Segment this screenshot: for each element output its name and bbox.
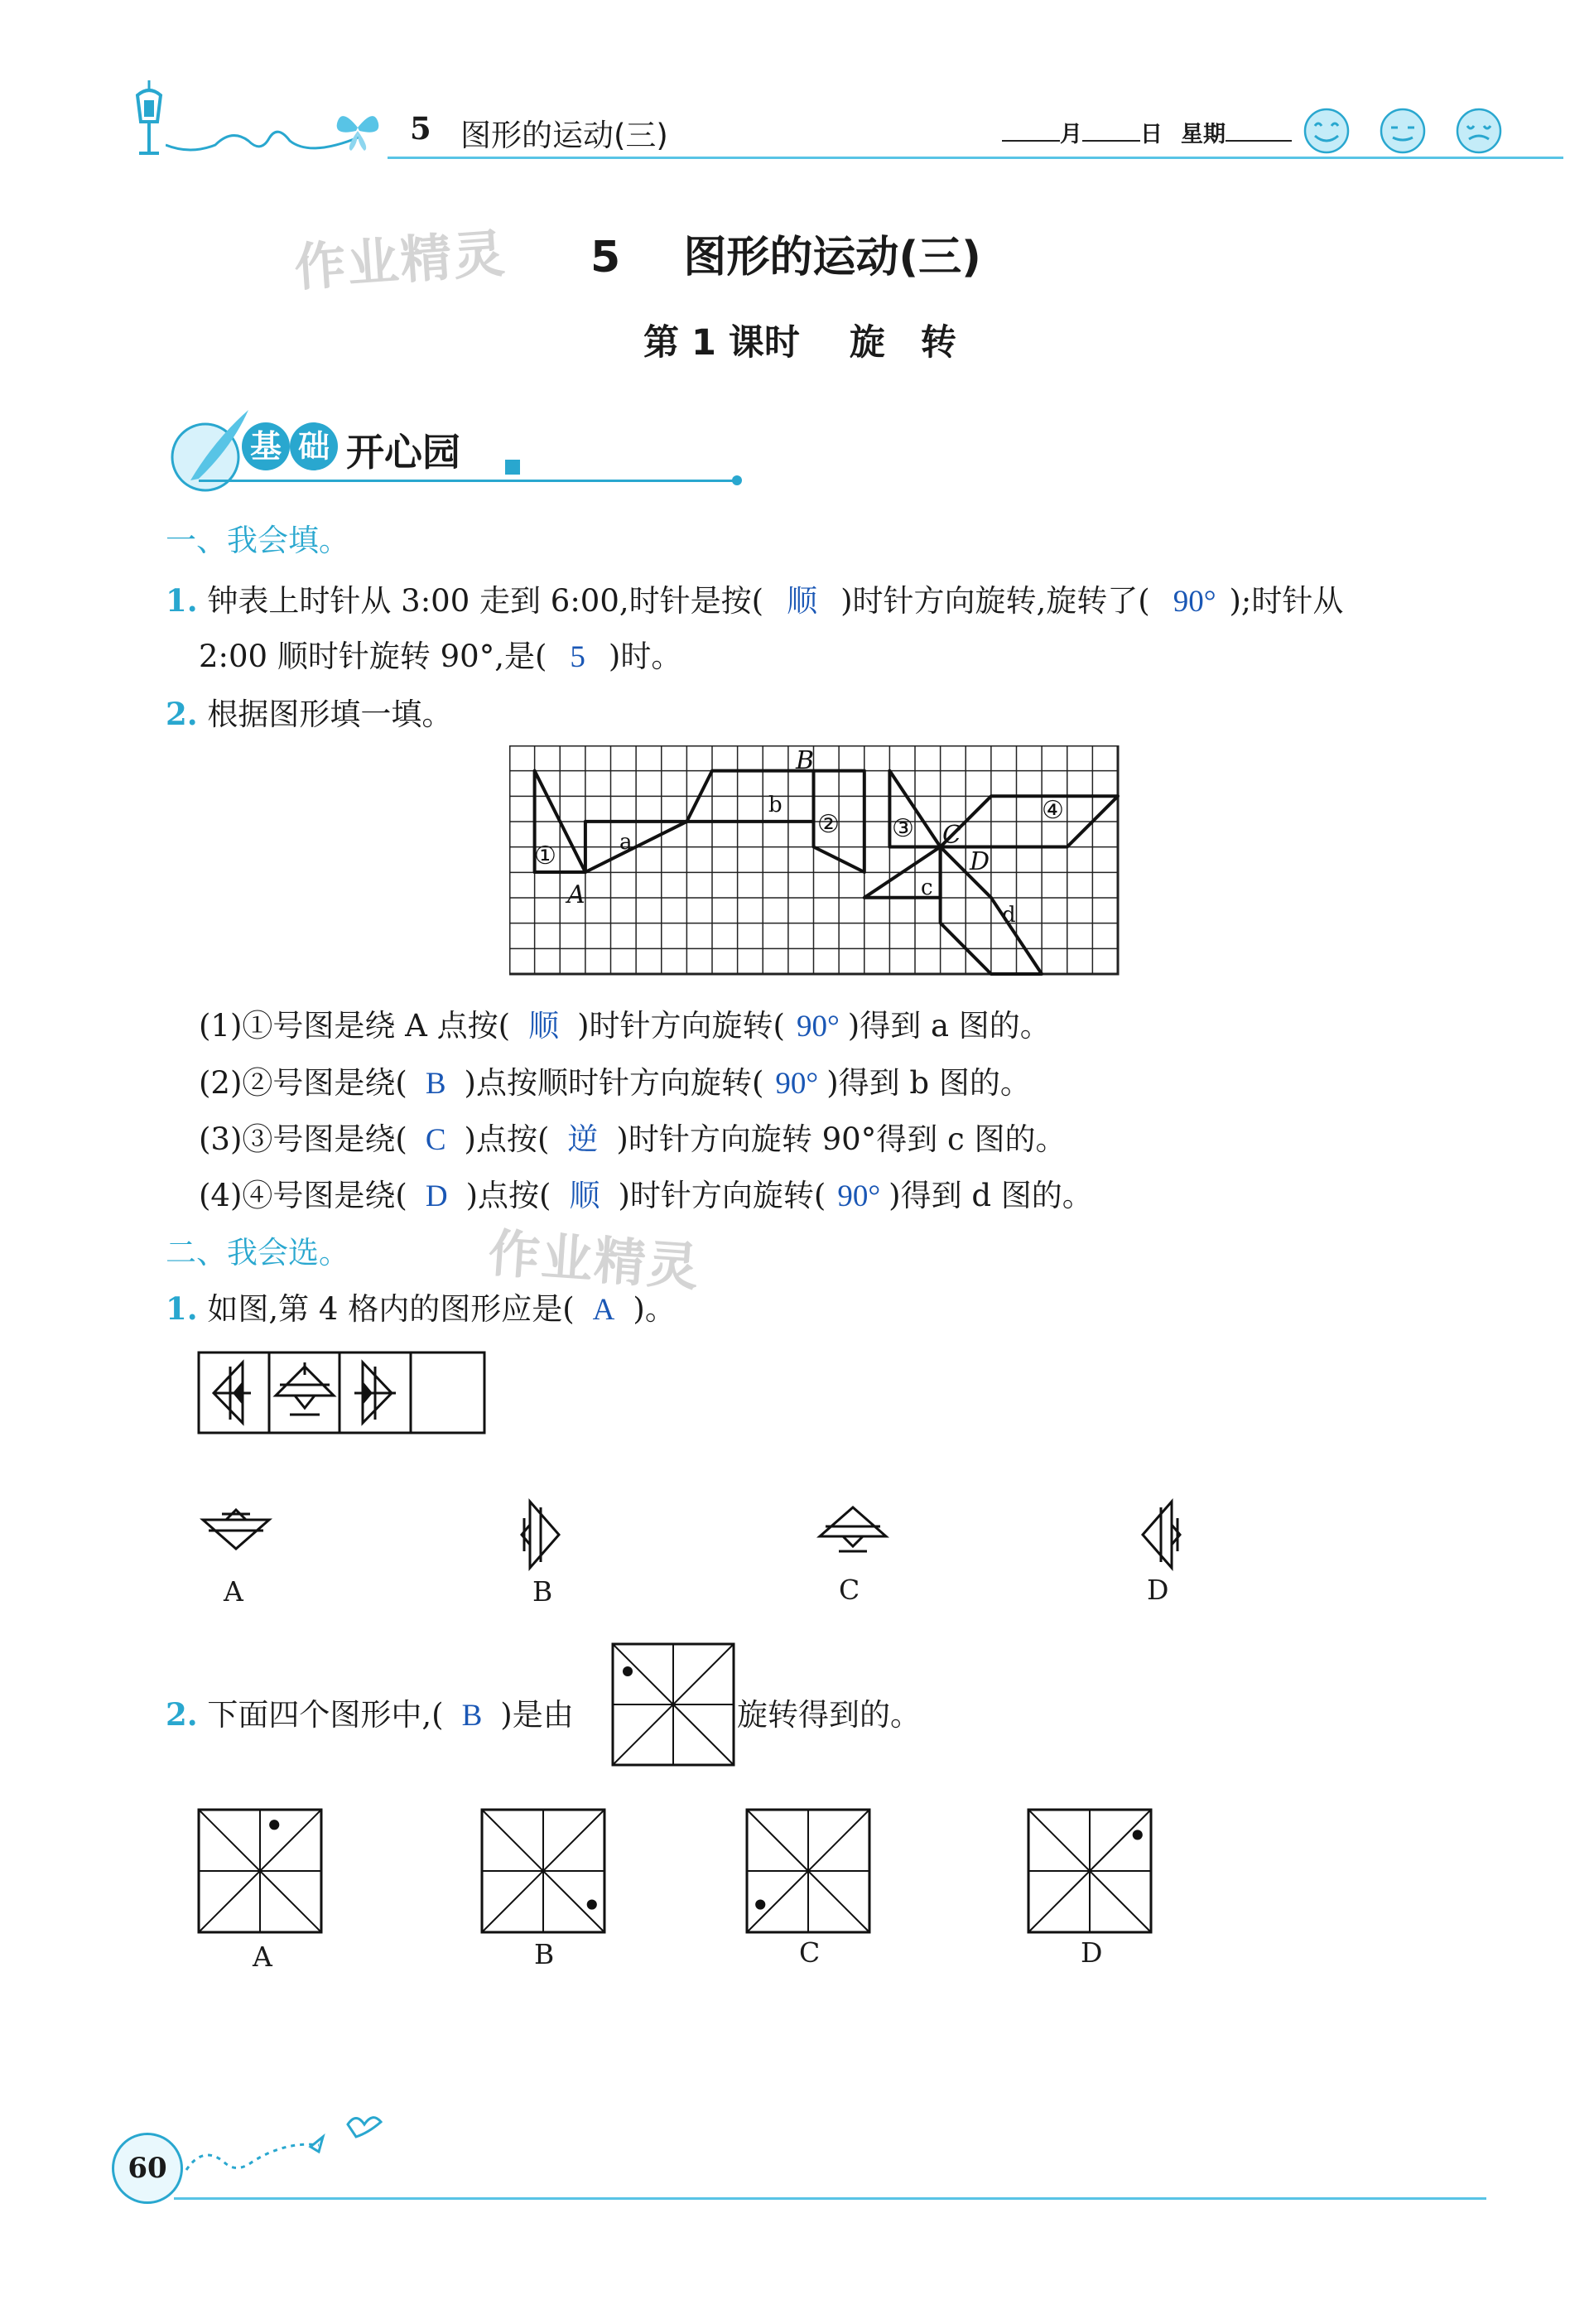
- q2-item-3-text-1: (3)③号图是绕(: [199, 1121, 407, 1157]
- option-square-C[interactable]: [745, 1808, 871, 1934]
- option-square-B[interactable]: [480, 1808, 606, 1934]
- part2-q2-prompt: [166, 1690, 574, 1734]
- date-week-label: 星期: [1181, 122, 1226, 147]
- q1-number: 1.: [166, 582, 198, 619]
- part1-q1-line2: [199, 631, 681, 676]
- label-point-B: B: [796, 746, 815, 775]
- q2-item-2-answer-1: B: [425, 1067, 446, 1101]
- option-label-C: C: [839, 1574, 860, 1606]
- label-point-A: A: [567, 880, 585, 909]
- section-banner: [166, 406, 745, 497]
- option-label-A: A: [224, 1575, 243, 1608]
- label-c: c: [921, 875, 933, 900]
- banner-badge-1: 基: [242, 422, 290, 470]
- page-number-badge: 60: [112, 2133, 183, 2204]
- q1-text-4: 2:00 顺时针旋转 90°,是(: [199, 639, 547, 674]
- option-icon-D[interactable]: [1134, 1497, 1184, 1572]
- header-chapter-title: 图形的运动(三): [460, 118, 668, 153]
- label-point-D: D: [970, 847, 990, 876]
- label-point-C: C: [942, 821, 961, 850]
- q2-item-3-text-3: )时针方向旋转 90°得到 c 图的。: [616, 1121, 1067, 1157]
- date-month-label: 月: [1060, 122, 1082, 147]
- q2-number: 2.: [166, 696, 198, 732]
- q2-item-1-text-1: (1)①号图是绕 A 点按(: [199, 1008, 511, 1044]
- q2-item-4-text-3: )时针方向旋转(: [618, 1178, 826, 1213]
- reference-square-figure: [611, 1642, 735, 1767]
- q2-item-3-answer-1: C: [425, 1123, 446, 1157]
- square-label-D: D: [1081, 1936, 1103, 1969]
- q2-item-2-text-2: )点按顺时针方向旋转(: [464, 1065, 764, 1101]
- q2-item-1-text-3: )得到 a 图的。: [847, 1008, 1051, 1044]
- footer-dotted-swirl: [178, 2104, 393, 2187]
- option-icon-C[interactable]: [816, 1503, 890, 1557]
- banner-rule-dot: [732, 475, 742, 485]
- watermark-top: 作业精灵: [292, 223, 508, 298]
- pattern-sequence-box: [197, 1350, 487, 1437]
- label-b: b: [768, 793, 783, 817]
- label-a: a: [619, 830, 633, 855]
- option-icon-A[interactable]: [199, 1507, 273, 1557]
- part2-q2-text-1: 下面四个图形中,(: [207, 1697, 444, 1733]
- q1-text-3: );时针从: [1229, 583, 1344, 619]
- part2-q2-answer: B: [461, 1699, 483, 1733]
- banner-badge-2: 础: [290, 422, 338, 470]
- date-day-label: 日: [1140, 122, 1163, 147]
- part2-q1-text-2: )。: [633, 1291, 676, 1327]
- q1-answer-2: 90°: [1173, 585, 1216, 619]
- header-chapter-num: 5: [410, 110, 431, 147]
- part2-q2-number: 2.: [166, 1696, 198, 1733]
- option-label-B: B: [532, 1575, 553, 1608]
- q2-item-1-answer-1: 顺: [528, 1010, 560, 1044]
- part2-q1-answer: A: [592, 1293, 615, 1327]
- q2-item-2-answer-2: 90°: [775, 1067, 819, 1101]
- q2-item-1: [199, 1000, 1051, 1045]
- lesson-topic: 旋 转: [849, 322, 956, 364]
- q2-item-3: [199, 1114, 1066, 1159]
- q1-text-1: 钟表上时针从 3:00 走到 6:00,时针是按(: [207, 583, 764, 619]
- label-3: ③: [892, 814, 914, 843]
- label-1: ①: [534, 841, 556, 870]
- label-2: ②: [817, 810, 840, 839]
- option-label-D: D: [1147, 1574, 1169, 1606]
- q2-item-2-text-1: (2)②号图是绕(: [199, 1065, 407, 1101]
- q1-answer-3: 5: [570, 640, 585, 674]
- banner-rule: [199, 480, 737, 482]
- part2-q1-text-1: 如图,第 4 格内的图形应是(: [207, 1291, 575, 1327]
- footer-rule: [174, 2197, 1486, 2200]
- smiley-face-icons: [1300, 106, 1507, 159]
- page-title-text: 图形的运动(三): [683, 233, 981, 282]
- banner-label: 开心园: [346, 430, 460, 475]
- part2-q1-prompt: [166, 1284, 676, 1328]
- q2-item-2: [199, 1058, 1031, 1102]
- square-label-C: C: [799, 1936, 821, 1969]
- part2-q2-text-3: 旋转得到的。: [737, 1697, 921, 1733]
- banner-square-marker: [505, 460, 520, 475]
- q2-item-4: [199, 1170, 1093, 1215]
- option-square-A[interactable]: [197, 1808, 323, 1934]
- q2-item-4-answer-3: 90°: [837, 1179, 881, 1213]
- part1-q1-line1: [166, 576, 1343, 620]
- q2-text: 根据图形填一填。: [207, 697, 453, 732]
- q2-item-4-answer-2: 顺: [569, 1179, 600, 1213]
- q1-text-5: )时。: [608, 639, 682, 674]
- option-square-D[interactable]: [1027, 1808, 1153, 1934]
- q2-item-2-text-3: )得到 b 图的。: [826, 1065, 1031, 1101]
- q2-item-4-text-1: (4)④号图是绕(: [199, 1178, 407, 1213]
- lesson-number: 第 1 课时: [643, 322, 800, 364]
- option-icon-B[interactable]: [518, 1497, 567, 1572]
- q1-text-2: )时针方向旋转,旋转了(: [840, 583, 1150, 619]
- q2-item-4-answer-1: D: [425, 1179, 448, 1213]
- label-4: ④: [1042, 796, 1064, 825]
- watermark-middle: 作业精灵: [486, 1222, 702, 1298]
- q2-item-4-text-2: )点按(: [465, 1178, 551, 1213]
- sequence-cell-2-icon: [276, 1362, 334, 1415]
- q2-item-4-text-4: )得到 d 图的。: [888, 1178, 1093, 1213]
- lesson-title: [643, 315, 956, 365]
- page-title: [590, 222, 981, 284]
- butterfly-icon: [333, 103, 383, 156]
- q2-item-3-answer-2: 逆: [567, 1123, 599, 1157]
- q2-item-3-text-2: )点按(: [464, 1121, 550, 1157]
- page-title-num: 5: [590, 233, 621, 282]
- q1-answer-1: 顺: [787, 585, 818, 619]
- part2-q2-text-2: )是由: [500, 1697, 574, 1733]
- part2-q1-number: 1.: [166, 1290, 198, 1327]
- label-d: d: [1002, 903, 1016, 928]
- q2-item-1-text-2: )时针方向旋转(: [577, 1008, 785, 1044]
- date-field: [1002, 116, 1292, 148]
- q2-item-1-answer-2: 90°: [796, 1010, 840, 1044]
- square-label-B: B: [534, 1938, 555, 1970]
- square-label-A: A: [253, 1941, 272, 1973]
- rotation-grid-figure: [509, 745, 1122, 981]
- sequence-cell-1-icon: [214, 1362, 251, 1423]
- part1-heading: 一、我会填。: [166, 523, 349, 558]
- part2-heading: 二、我会选。: [166, 1235, 349, 1270]
- part1-q2-prompt: [166, 689, 452, 734]
- sequence-cell-3-icon: [354, 1362, 396, 1423]
